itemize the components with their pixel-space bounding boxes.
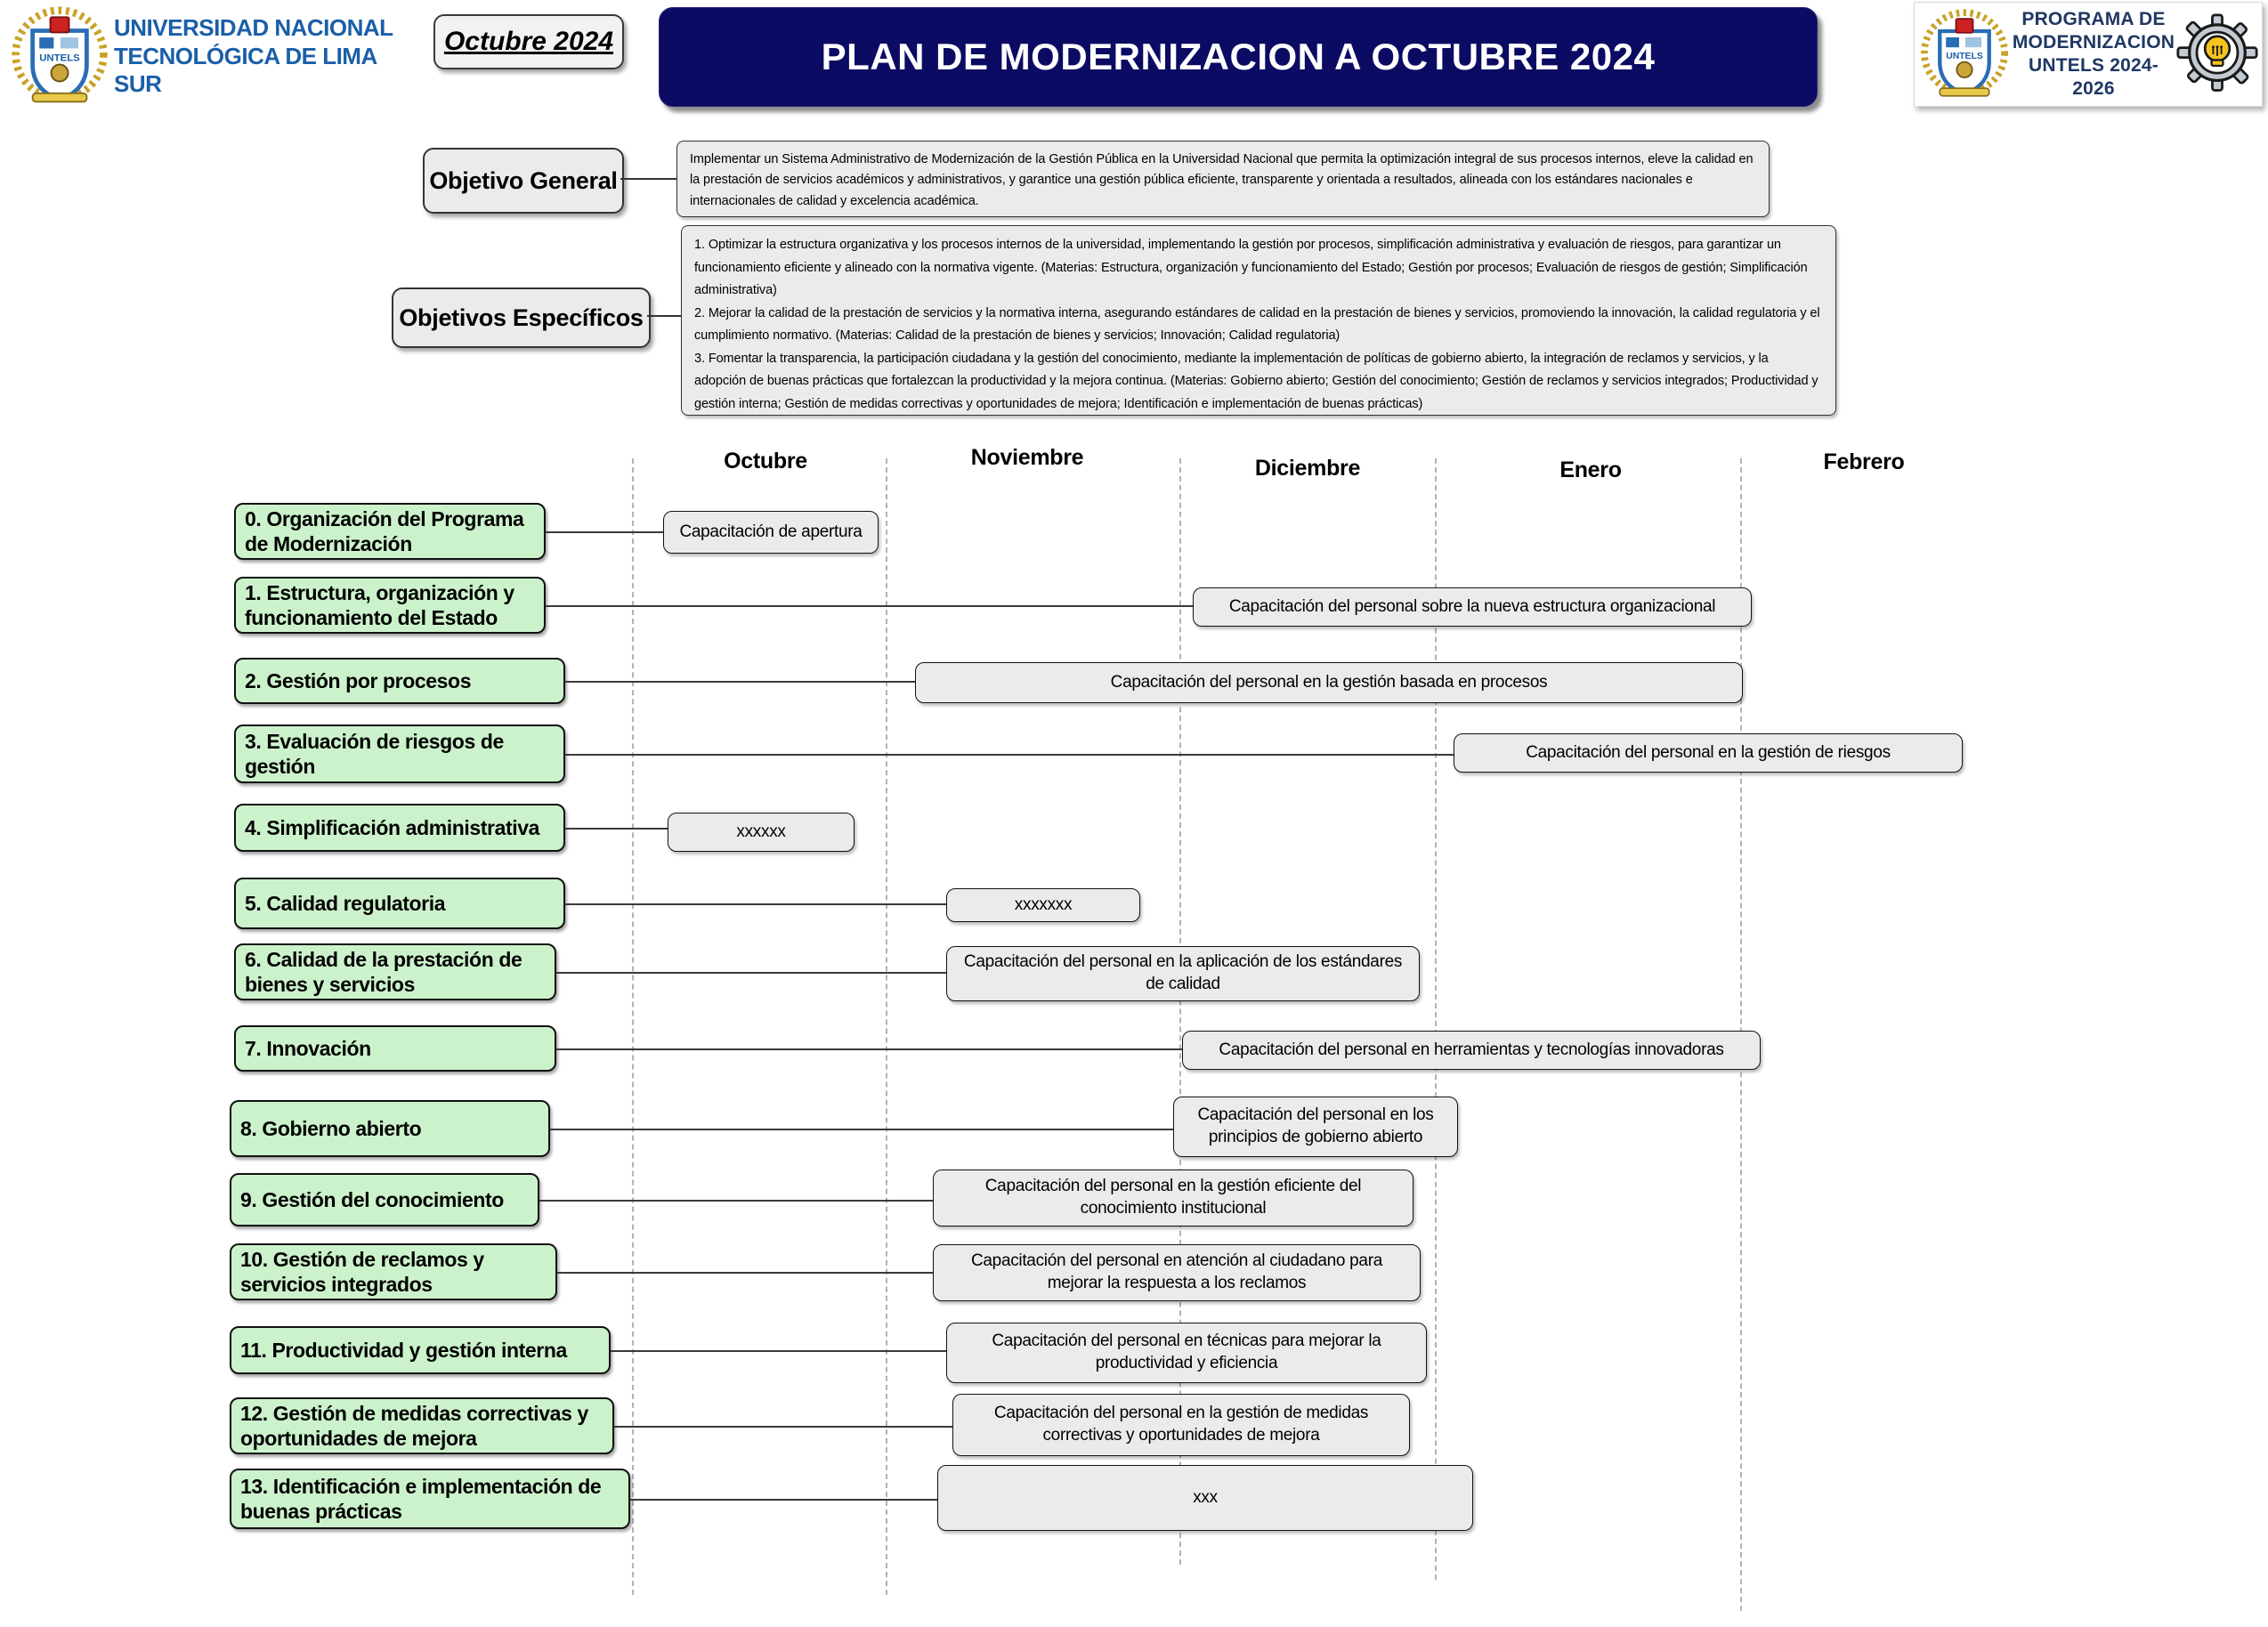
activity-box bbox=[915, 662, 1743, 703]
materia-label: 7. Innovación bbox=[245, 1036, 371, 1060]
row-connector-line bbox=[614, 1426, 952, 1428]
materia-label: 3. Evaluación de riesgos de gestión bbox=[245, 729, 504, 778]
activity-box bbox=[933, 1244, 1421, 1301]
objetivo-general-label: Objetivo General bbox=[429, 166, 618, 194]
materia-label: 8. Gobierno abierto bbox=[240, 1116, 422, 1140]
row-connector-line bbox=[556, 1048, 1182, 1050]
row-connector-line bbox=[565, 828, 668, 830]
materia-box bbox=[230, 1326, 611, 1374]
materia-box bbox=[234, 577, 546, 634]
gear-lightbulb-icon bbox=[2176, 12, 2258, 97]
materia-box bbox=[230, 1243, 557, 1300]
activity-label: xxx bbox=[1193, 1487, 1218, 1507]
materia-box bbox=[234, 503, 546, 560]
date-badge bbox=[433, 14, 624, 69]
row-connector-line bbox=[565, 754, 1454, 756]
program-logo-line2: MODERNIZACION bbox=[2012, 31, 2175, 53]
program-logo bbox=[1914, 2, 2263, 107]
objetivo-especifico-1: 1. Optimizar la estructura organizativa y los procesos internos de la universidad, implementando la gestión por procesos, simplificación administrativa y evaluación de riesgos, para garantizar un funcionamiento eficiente y alineado con la normativa vigente. (Materias: Estructura, organización y funcionamiento del Estado; Gestión por procesos; Evaluación de riesgos de gestión; Simplificación administrativa) bbox=[694, 238, 1808, 298]
materia-label: 6. Calidad de la prestación de bienes y servicios bbox=[245, 947, 522, 996]
row-connector-line bbox=[630, 1499, 937, 1501]
activity-box bbox=[933, 1170, 1413, 1226]
activity-box bbox=[1193, 587, 1752, 627]
activity-label: xxxxxxx bbox=[1014, 894, 1073, 914]
materia-box bbox=[234, 804, 565, 852]
activity-label: Capacitación del personal en los principios de gobierno abierto bbox=[1197, 1105, 1434, 1146]
objetivo-especifico-3: 3. Fomentar la transparencia, la participación ciudadana y la gestión del conocimiento, mediante la implementación de políticas de gobierno abierto, la integración de reclamos y servicios, y la adopción de buenas prácticas que fortalezcan la productividad y la mejora continua. (Materias: Gobierno abierto; Gestión del conocimiento; Gestión de reclamos y servicios integrados; Productividad y gestión interna; Gestión de medidas correctivas y oportunidades de mejora; Identificación e implementación de buenas prácticas) bbox=[694, 351, 1818, 411]
month-label: Enero bbox=[1559, 457, 1622, 482]
activity-label: Capacitación de apertura bbox=[679, 522, 863, 541]
materia-label: 5. Calidad regulatoria bbox=[245, 891, 446, 915]
objetivo-especifico-2: 2. Mejorar la calidad de la prestación de servicios y la normativa interna, asegurando estándares de calidad en la prestación de bienes y servicios, promoviendo la innovación, la calidad regulatoria y el cumplimiento normativo. (Materias: Calidad de la prestación de bienes y servicios; Innovación; Calidad regulatoria) bbox=[694, 305, 1820, 344]
program-logo-line3: UNTELS 2024-2026 bbox=[2029, 55, 2159, 100]
activity-label: xxxxxx bbox=[736, 822, 786, 841]
row-connector-line bbox=[565, 903, 946, 905]
page-title: PLAN DE MODERNIZACION A OCTUBRE 2024 bbox=[821, 36, 1656, 77]
materia-label: 9. Gestión del conocimiento bbox=[240, 1187, 504, 1211]
activity-box bbox=[937, 1465, 1473, 1531]
activity-box bbox=[663, 511, 879, 554]
materia-box bbox=[230, 1173, 539, 1226]
activity-label: Capacitación del personal en la aplicación de los estándares de calidad bbox=[963, 952, 1403, 993]
activity-label: Capacitación del personal en técnicas para mejorar la productividad y eficiencia bbox=[992, 1332, 1381, 1372]
materia-box bbox=[234, 1025, 556, 1072]
objetivo-general-connector bbox=[620, 178, 676, 180]
month-gridline bbox=[632, 458, 634, 1595]
row-connector-line bbox=[565, 681, 915, 683]
untels-crest-logo-small bbox=[1918, 8, 2011, 101]
objetivo-general-text: Implementar un Sistema Administrativo de Modernización de la Gestión Pública en la Universidad Nacional que permita la optimización integral de sus procesos internos, eleve la calidad en la prestación de servicios académicos y administrativos, y garantice una gestión pública eficiente, transparente y orientada a resultados, alineada con los estándares nacionales e internacionales de calidad y excelencia académica. bbox=[690, 152, 1754, 208]
objetivos-especificos-label-box bbox=[392, 287, 651, 348]
month-gridline bbox=[1435, 458, 1437, 1580]
month-label: Noviembre bbox=[970, 445, 1084, 470]
date-badge-label: Octubre 2024 bbox=[443, 27, 614, 56]
materia-label: 2. Gestión por procesos bbox=[245, 668, 472, 692]
materia-box bbox=[234, 724, 565, 783]
materia-box bbox=[234, 658, 565, 704]
activity-box bbox=[946, 888, 1140, 922]
row-connector-line bbox=[539, 1200, 933, 1202]
objetivos-especificos-label: Objetivos Específicos bbox=[399, 304, 644, 331]
materia-box bbox=[234, 878, 565, 929]
row-connector-line bbox=[546, 531, 663, 533]
activity-label: Capacitación del personal en la gestión basada en procesos bbox=[1110, 672, 1548, 692]
month-label: Octubre bbox=[724, 449, 807, 474]
materia-label: 10. Gestión de reclamos y servicios integrados bbox=[240, 1247, 484, 1296]
materia-label: 0. Organización del Programa de Modernización bbox=[245, 506, 524, 555]
activity-label: Capacitación del personal en la gestión de medidas correctivas y oportunidades de mejora bbox=[993, 1404, 1369, 1445]
row-connector-line bbox=[546, 605, 1193, 607]
university-name-line1: UNIVERSIDAD NACIONAL bbox=[114, 14, 393, 41]
activity-label: Capacitación del personal en la gestión eficiente del conocimiento institucional bbox=[984, 1177, 1362, 1218]
row-connector-line bbox=[557, 1272, 933, 1274]
materia-label: 4. Simplificación administrativa bbox=[245, 815, 540, 839]
activity-box bbox=[1454, 733, 1963, 773]
activity-box bbox=[1173, 1097, 1458, 1157]
row-connector-line bbox=[556, 972, 946, 974]
materia-label: 1. Estructura, organización y funcionamiento del Estado bbox=[245, 580, 514, 629]
svg-text:UNTELS: UNTELS bbox=[39, 53, 80, 64]
activity-box bbox=[946, 1323, 1427, 1383]
materia-label: 13. Identificación e implementación de buenas prácticas bbox=[240, 1474, 602, 1523]
month-label: Febrero bbox=[1823, 449, 1905, 474]
svg-text:UNTELS: UNTELS bbox=[1946, 52, 1983, 62]
materia-label: 12. Gestión de medidas correctivas y oportunidades de mejora bbox=[240, 1401, 588, 1450]
activity-box bbox=[1182, 1031, 1761, 1070]
objetivos-especificos-connector bbox=[647, 315, 681, 317]
activity-box bbox=[952, 1394, 1410, 1456]
materia-label: 11. Productividad y gestión interna bbox=[240, 1338, 567, 1362]
row-connector-line bbox=[550, 1129, 1173, 1130]
activity-label: Capacitación del personal en herramientas y tecnologías innovadoras bbox=[1219, 1040, 1724, 1059]
program-logo-line1: PROGRAMA DE bbox=[2021, 8, 2166, 29]
objetivo-general-text-box bbox=[676, 141, 1770, 217]
title-bar bbox=[659, 7, 1818, 107]
activity-box bbox=[946, 946, 1420, 1001]
program-logo-text bbox=[2011, 8, 2176, 101]
materia-box bbox=[230, 1397, 614, 1454]
materia-box bbox=[230, 1469, 630, 1529]
activity-label: Capacitación del personal en atención al ciudadano para mejorar la respuesta a los reclamos bbox=[970, 1251, 1382, 1292]
university-name bbox=[114, 14, 408, 99]
materia-box bbox=[234, 943, 556, 1000]
month-label: Diciembre bbox=[1254, 456, 1361, 481]
month-gridline bbox=[886, 458, 887, 1595]
row-connector-line bbox=[611, 1350, 946, 1352]
activity-label: Capacitación del personal sobre la nueva estructura organizacional bbox=[1228, 596, 1716, 616]
university-name-line2: TECNOLÓGICA DE LIMA SUR bbox=[114, 42, 377, 98]
untels-crest-logo bbox=[9, 5, 110, 107]
activity-box bbox=[668, 813, 855, 852]
activity-label: Capacitación del personal en la gestión de riesgos bbox=[1526, 742, 1891, 762]
objetivo-general-label-box bbox=[423, 148, 624, 214]
objetivos-especificos-text-box bbox=[681, 225, 1836, 416]
materia-box bbox=[230, 1100, 550, 1157]
